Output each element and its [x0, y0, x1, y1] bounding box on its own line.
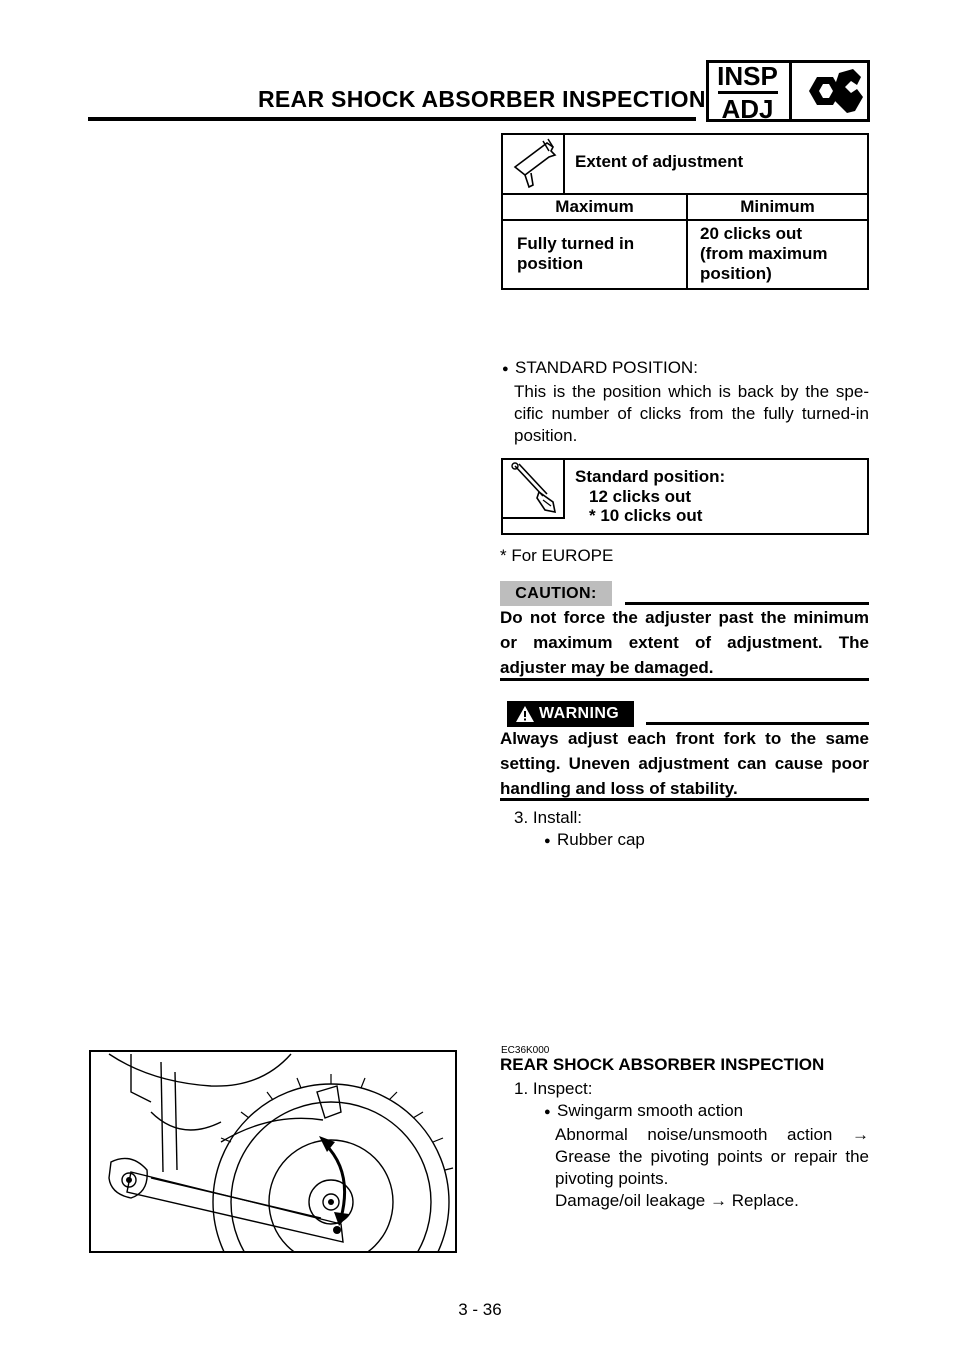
standard-position-box: [501, 458, 869, 535]
warning-line: setting. Uneven adjustment can cause poor: [500, 754, 869, 773]
install-item: ● Rubber cap: [557, 829, 645, 851]
torque-wrench-icon: [509, 462, 561, 516]
warning-label: [507, 701, 634, 727]
header-rule: [88, 117, 696, 121]
standard-position-desc: [514, 381, 869, 447]
caution-bottom-rule: [500, 678, 869, 681]
section-title: REAR SHOCK ABSORBER INSPECTION: [500, 1055, 825, 1074]
max-value-cell: [517, 234, 634, 274]
desc-line: This is the position which is back by the spe-: [514, 382, 869, 401]
section-code: EC36K000: [501, 1045, 550, 1056]
detail-line: Grease the pivoting points or repair the: [555, 1147, 869, 1166]
standard-box-value: 12 clicks out: [589, 487, 692, 506]
wrench-hex-icon: [795, 63, 867, 119]
warning-line: handling and loss of stability.: [500, 779, 738, 798]
max-value-line: position: [517, 254, 584, 273]
caution-text: [500, 605, 869, 680]
desc-line: position.: [514, 426, 578, 445]
section-tag: [706, 60, 792, 122]
install-step: 3. Install:: [514, 808, 583, 827]
standard-position-label: ● STANDARD POSITION:: [515, 357, 698, 379]
col-header-maximum: Maximum: [555, 197, 634, 216]
page-title: REAR SHOCK ABSORBER INSPECTION: [258, 86, 706, 112]
standard-box-value-europe: * 10 clicks out: [589, 506, 703, 525]
warning-label-text: WARNING: [539, 705, 620, 722]
warning-text: [500, 726, 869, 801]
min-value-cell: [700, 224, 828, 284]
caution-line: or maximum extent of adjustment. The: [500, 633, 869, 652]
swingarm-drawing: [91, 1052, 455, 1251]
inspect-step: 1. Inspect:: [514, 1079, 593, 1098]
min-value-line: 20 clicks out: [700, 224, 803, 243]
col-header-minimum: Minimum: [740, 197, 815, 216]
standard-box-title: Standard position:: [575, 467, 726, 486]
page-number: 3 - 36: [458, 1300, 502, 1319]
adjustment-table: [501, 133, 869, 290]
tag-adj: ADJ: [721, 94, 774, 124]
desc-line: cific number of clicks from the fully turned-in: [514, 404, 869, 423]
swingarm-illustration: [89, 1050, 457, 1253]
caution-line: Do not force the adjuster past the minimum: [500, 608, 869, 627]
detail-line: Damage/oil leakage → Replace.: [555, 1191, 799, 1210]
detail-line: Abnormal noise/unsmooth action →: [555, 1125, 869, 1144]
table-heading: Extent of adjustment: [575, 152, 744, 171]
min-value-line: (from maximum: [700, 244, 828, 263]
tag-insp: INSP: [717, 61, 778, 91]
warning-rule: [646, 722, 869, 725]
warning-bottom-rule: [500, 798, 869, 801]
detail-line: pivoting points.: [555, 1169, 669, 1188]
caution-label: CAUTION:: [500, 581, 612, 606]
min-value-line: position): [700, 264, 772, 283]
max-value-line: Fully turned in: [517, 234, 635, 253]
europe-note: * For EUROPE: [500, 546, 614, 565]
warning-line: Always adjust each front fork to the same: [500, 729, 869, 748]
caliper-icon: [509, 137, 561, 191]
warning-triangle-icon: [515, 705, 535, 723]
caution-line: adjuster may be damaged.: [500, 658, 714, 677]
inspect-details: [555, 1124, 869, 1212]
inspect-item: ● Swingarm smooth action: [557, 1100, 743, 1122]
